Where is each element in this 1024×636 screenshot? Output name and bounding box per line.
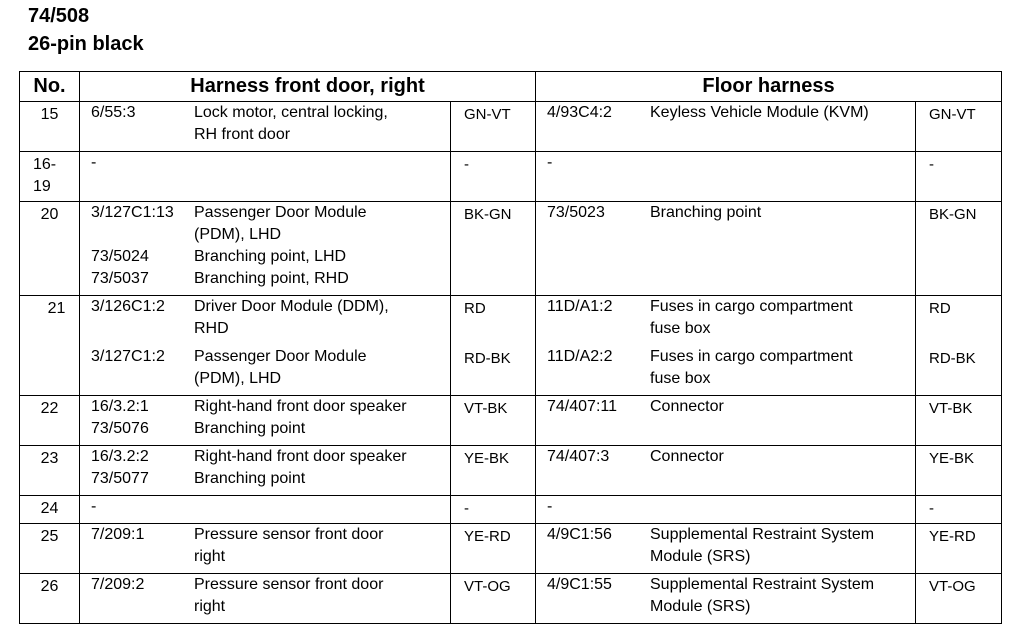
left-code: 3/127C1:13 73/5024 73/5037 (91, 204, 174, 287)
right-description: Fuses in cargo compartment fuse box (650, 348, 853, 387)
table-row (20, 152, 1002, 202)
left-wire-color: - (451, 496, 536, 524)
left-description: Passenger Door Module (PDM), LHD (194, 348, 367, 387)
right-wire-color: BK-GN (916, 202, 1002, 296)
pin-number: 22 (20, 396, 80, 446)
right-code: 11D/A1:2 (547, 298, 613, 315)
left-wire-color: GN-VT (451, 102, 536, 152)
table-row (20, 102, 1002, 152)
table-row (20, 202, 1002, 296)
right-description: Supplemental Restraint System Module (SRS) (650, 526, 875, 565)
connector-id: 74/508 (28, 5, 90, 27)
left-entry (80, 102, 451, 152)
left-code: - (91, 498, 97, 515)
pin-number: 26 (20, 574, 80, 624)
left-code: - (91, 154, 97, 171)
right-entry (536, 296, 916, 396)
right-description: Supplemental Restraint System Module (SRS) (650, 576, 875, 615)
left-description: Right-hand front door speaker Branching point (194, 398, 407, 437)
right-wire-color: - (916, 496, 1002, 524)
left-description: Driver Door Module (DDM), RHD (194, 298, 389, 337)
left-wire-color: YE-BK (451, 446, 536, 496)
right-entry (536, 396, 916, 446)
left-entry (80, 296, 451, 396)
pin-number: 15 (20, 102, 80, 152)
left-wire-color: RD RD-BK (451, 296, 536, 396)
table-row (20, 446, 1002, 496)
right-code: 74/407:3 (547, 448, 610, 465)
table-row (20, 496, 1002, 524)
pin-number: 20 (20, 202, 80, 296)
table-row (20, 296, 1002, 396)
left-code: 3/127C1:2 (91, 348, 165, 365)
header-right-harness: Floor harness (536, 72, 1002, 102)
right-entry (536, 102, 916, 152)
pin-number: 16- 19 (20, 152, 80, 202)
right-code: 4/9C1:56 (547, 526, 612, 543)
right-code: 4/9C1:55 (547, 576, 612, 593)
connector-description: 26-pin black (28, 33, 144, 55)
pin-number: 21 (20, 296, 80, 396)
left-description: Right-hand front door speaker Branching point (194, 448, 407, 487)
left-entry (80, 396, 451, 446)
left-wire-color: BK-GN (451, 202, 536, 296)
left-code: 3/126C1:2 (91, 298, 165, 315)
right-wire-color: - (916, 152, 1002, 202)
table-row (20, 574, 1002, 624)
left-entry (80, 446, 451, 496)
right-description: Connector (650, 448, 724, 465)
right-wire-color: VT-BK (916, 396, 1002, 446)
right-wire-color: VT-OG (916, 574, 1002, 624)
right-description: Fuses in cargo compartment fuse box (650, 298, 853, 337)
left-description: Lock motor, central locking, RH front door (194, 104, 388, 143)
left-code: 7/209:2 (91, 576, 145, 593)
right-entry (536, 574, 916, 624)
left-wire-color: VT-OG (451, 574, 536, 624)
left-wire-color: YE-RD (451, 524, 536, 574)
pin-number: 23 (20, 446, 80, 496)
right-entry (536, 202, 916, 296)
right-entry (536, 496, 916, 524)
right-code: - (547, 498, 553, 515)
right-entry (536, 152, 916, 202)
left-entry (80, 524, 451, 574)
pin-number: 24 (20, 496, 80, 524)
table-row (20, 396, 1002, 446)
right-code: - (547, 154, 553, 171)
right-wire-color: GN-VT (916, 102, 1002, 152)
left-code: 7/209:1 (91, 526, 145, 543)
right-entry (536, 524, 916, 574)
right-wire-color: RD RD-BK (916, 296, 1002, 396)
right-wire-color: YE-BK (916, 446, 1002, 496)
left-entry (80, 152, 451, 202)
right-code: 74/407:11 (547, 398, 617, 415)
left-description: Pressure sensor front door right (194, 576, 384, 615)
left-wire-color: VT-BK (451, 396, 536, 446)
right-wire-color: YE-RD (916, 524, 1002, 574)
right-description: Branching point (650, 204, 762, 221)
left-code: 16/3.2:1 73/5076 (91, 398, 149, 437)
pinout-table (19, 71, 1002, 624)
right-code: 73/5023 (547, 204, 605, 221)
left-description: Passenger Door Module (PDM), LHD Branching point, LHD Branching point, RHD (194, 204, 367, 287)
left-entry (80, 574, 451, 624)
header-left-harness: Harness front door, right (80, 72, 536, 102)
left-code: 16/3.2:2 73/5077 (91, 448, 149, 487)
left-description: Pressure sensor front door right (194, 526, 384, 565)
left-entry (80, 496, 451, 524)
right-entry (536, 446, 916, 496)
pin-number: 25 (20, 524, 80, 574)
table-row (20, 524, 1002, 574)
right-code: 11D/A2:2 (547, 348, 613, 365)
table-header-row (20, 72, 1002, 102)
left-code: 6/55:3 (91, 104, 136, 121)
header-no: No. (20, 72, 80, 102)
right-code: 4/93C4:2 (547, 104, 612, 121)
left-entry (80, 202, 451, 296)
right-description: Keyless Vehicle Module (KVM) (650, 104, 869, 121)
left-wire-color: - (451, 152, 536, 202)
right-description: Connector (650, 398, 724, 415)
